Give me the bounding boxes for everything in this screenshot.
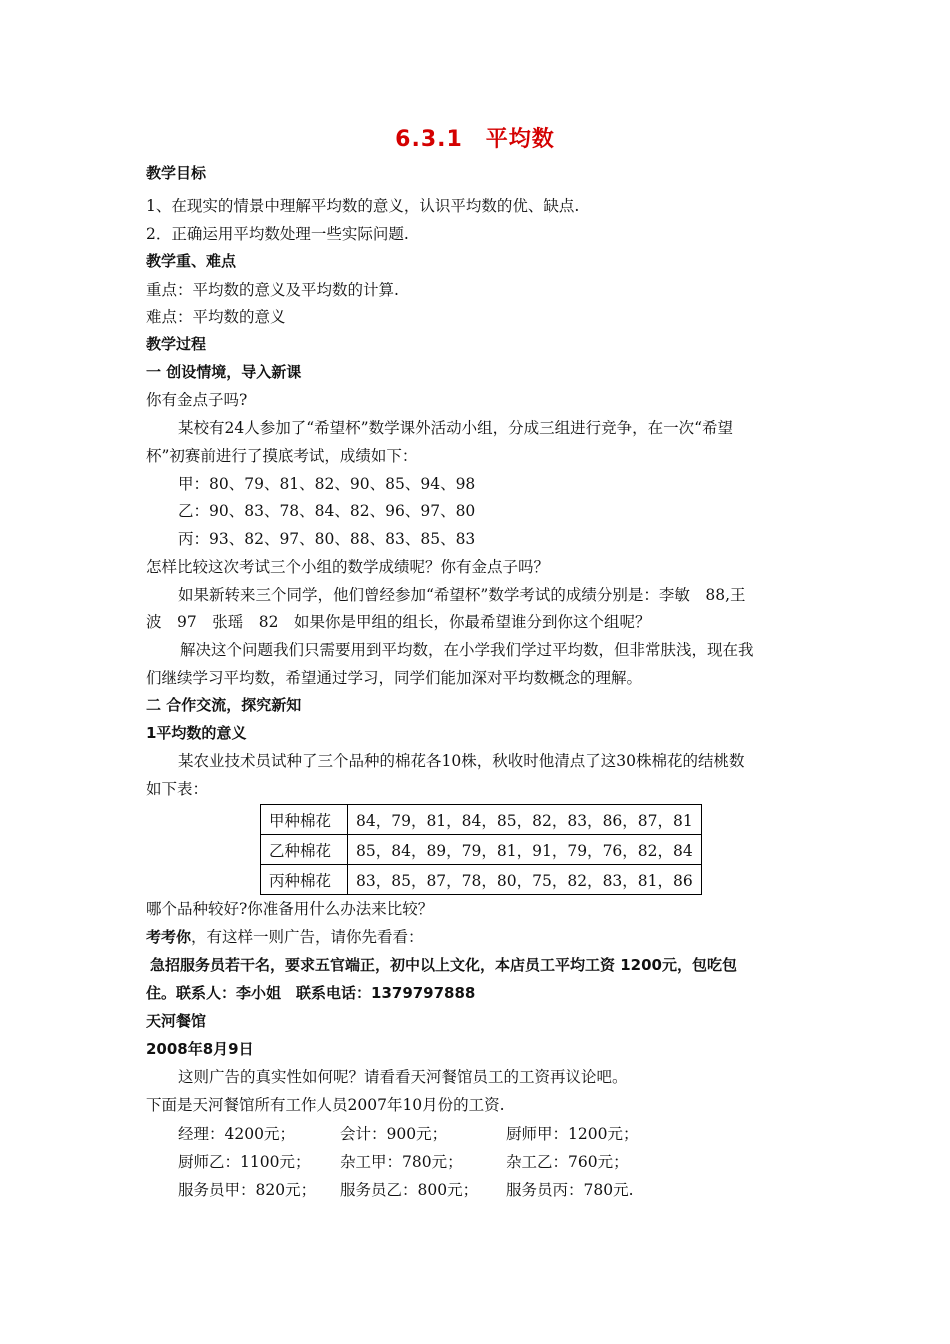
paragraph-1b: 杯”初赛前进行了摸底考试，成绩如下： — [146, 447, 418, 465]
part1-heading: 一 创设情境，导入新课 — [146, 363, 302, 381]
process-heading: 教学过程 — [146, 335, 207, 353]
shop-name: 天河餐馆 — [146, 1012, 207, 1030]
difficult-point: 难点：平均数的意义 — [146, 308, 286, 326]
paragraph-4b: 如下表： — [146, 780, 209, 798]
scores-jia: 甲：80、79、81、82、90、85、94、98 — [178, 475, 476, 493]
table-cell-values: 84，79，81，84，85，82，83，86，87，81 — [348, 805, 702, 835]
key-points-heading: 教学重、难点 — [146, 252, 237, 270]
paragraph-2a: 如果新转来三个同学，他们曾经参加“希望杯”数学考试的成绩分别是：李敏 88,王 — [178, 586, 746, 604]
table-cell-values: 85，84，89，79，81，91，79，76，82，84 — [348, 835, 702, 865]
table-row — [261, 835, 702, 865]
table-row — [261, 805, 702, 835]
salary-item: 杂工乙：760元； — [506, 1153, 629, 1171]
paragraph-5: 这则广告的真实性如何呢？请看看天河餐馆员工的工资再议论吧。 — [178, 1068, 628, 1086]
table-cell-name: 丙种棉花 — [261, 865, 348, 895]
paragraph-6: 下面是天河餐馆所有工作人员2007年10月份的工资. — [146, 1096, 505, 1114]
salary-item: 厨师乙：1100元； — [178, 1153, 311, 1171]
table-cell-name: 甲种棉花 — [261, 805, 348, 835]
ad-line-1: 急招服务员若干名，要求五官端正，初中以上文化，本店员工平均工资 1200元，包吃包 — [150, 956, 737, 974]
key-point: 重点：平均数的意义及平均数的计算. — [146, 281, 399, 299]
question-1: 你有金点子吗? — [146, 391, 248, 409]
table-cell-values: 83，85，87，78，80，75，82，83，81，86 — [348, 865, 702, 895]
salary-item: 服务员甲：820元； — [178, 1181, 317, 1199]
page-title: 6.3.1 平均数 — [395, 127, 555, 152]
salary-item: 杂工甲：780元； — [340, 1153, 463, 1171]
paragraph-1a: 某校有24人参加了“希望杯”数学课外活动小组，分成三组进行竞争，在一次“希望 — [178, 419, 733, 437]
goal-1: 1、在现实的情景中理解平均数的意义，认识平均数的优、缺点. — [146, 197, 580, 215]
goal-2: 2．正确运用平均数处理一些实际问题. — [146, 225, 409, 243]
paragraph-3b: 们继续学习平均数，希望通过学习，同学们能加深对平均数概念的理解。 — [146, 669, 643, 687]
table-row — [261, 865, 702, 895]
salary-item: 经理：4200元； — [178, 1125, 295, 1143]
test-line — [146, 927, 424, 947]
cotton-table — [260, 804, 702, 895]
ad-date: 2008年8月9日 — [146, 1040, 254, 1058]
question-2: 怎样比较这次考试三个小组的数学成绩呢？你有金点子吗？ — [146, 558, 550, 576]
salary-item: 服务员丙：780元. — [506, 1181, 634, 1199]
scores-yi: 乙：90、83、78、84、82、96、97、80 — [178, 502, 476, 520]
test-rest: ，有这样一则广告，请你先看看： — [191, 928, 424, 946]
subsection-1-heading: 1平均数的意义 — [146, 724, 247, 742]
goals-heading: 教学目标 — [146, 164, 207, 182]
table-cell-name: 乙种棉花 — [261, 835, 348, 865]
paragraph-3a: 解决这个问题我们只需要用到平均数，在小学我们学过平均数，但非常肤浅，现在我 — [180, 641, 754, 659]
part2-heading: 二 合作交流，探究新知 — [146, 696, 302, 714]
salary-item: 服务员乙：800元； — [340, 1181, 479, 1199]
scores-bing: 丙：93、82、97、80、88、83、85、83 — [178, 530, 476, 548]
salary-item: 会计：900元； — [340, 1125, 448, 1143]
test-bold: 考考你 — [146, 928, 192, 946]
salary-item: 厨师甲：1200元； — [506, 1125, 639, 1143]
question-3: 哪个品种较好?你准备用什么办法来比较？ — [146, 900, 434, 918]
paragraph-2b: 波 97 张瑶 82 如果你是甲组的组长，你最希望谁分到你这个组呢？ — [146, 613, 651, 631]
paragraph-4a: 某农业技术员试种了三个品种的棉花各10株，秋收时他清点了这30株棉花的结桃数 — [178, 752, 745, 770]
ad-line-2: 住。联系人：李小姐 联系电话：1379797888 — [146, 984, 476, 1002]
